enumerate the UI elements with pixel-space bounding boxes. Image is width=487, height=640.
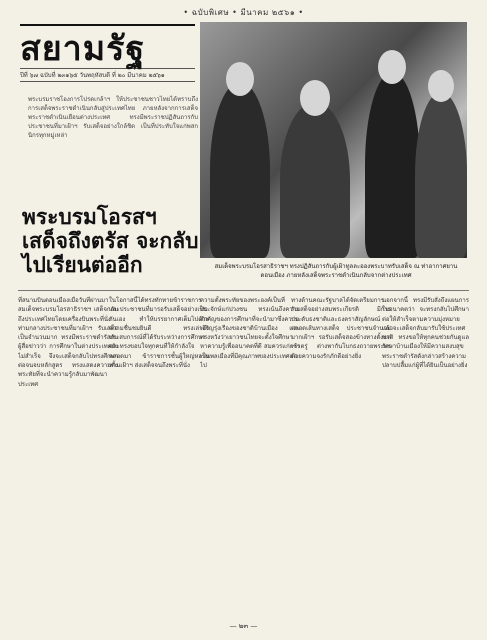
issue-header: • ฉบับพิเศษ • มีนาคม ๒๕๖๑ • — [183, 8, 304, 17]
photo-face — [300, 80, 330, 116]
photo-figure — [365, 72, 420, 258]
article-column-1: ที่สนามบินดอนเมืองเมื่อวันที่ผ่านมา สมเด็จพระบรมโอรสาธิราชฯ เสด็จกลับถึงประเทศไทยโดยเครื่องบินพระที่นั่ง ท่ามกลางประชาชนที่มาเฝ้าฯ รับเสด็จเป็นจำนวนมาก ทรงมีพระราชดำรัสกับผู้สื่อข่าวว่า การศึกษาในต่างประเทศยังไม่สำเร็จ จึงจะเสด็จกลับไปทรงศึกษาต่อจนจบหลักสูตร ทรงแสดงความตั้งพระทัยที่จะนำความรู้กลับมาพัฒนาประเทศ — [18, 297, 118, 388]
photo-figure — [280, 102, 350, 258]
masthead-subline: ปีที่ ๖๗ ฉบับที่ ๒๓๑๖๕ วันพฤหัสบดี ที่ ๒๐ มีนาคม ๒๕๖๑ — [20, 68, 195, 82]
photo-face — [226, 62, 254, 96]
lead-paragraph: พระบรมราชโองการโปรดเกล้าฯ ให้ประชาชนชาวไทยได้ทราบถึงการเสด็จพระราชดำเนินกลับสู่ประเทศไทย ภายหลังจากการเสด็จพระราชดำเนินเยือนต่างประเทศ ทรงมีพระราชปฏิสันถารกับประชาชนที่มาเฝ้าฯ รับเสด็จอย่างใกล้ชิด เป็นที่ประทับใจแก่พสกนิกรทุกหมู่เหล่า — [28, 96, 198, 139]
article-column-5: นอกจากนี้ ทรงมีรับสั่งถึงแผนการในอนาคตว่า จะทรงกลับไปศึกษาต่อให้สำเร็จตามความมุ่งหมาย แล้วจะเสด็จกลับมารับใช้ประเทศชาติ ทรงขอให้ทุกคนช่วยกันดูแลรักษาบ้านเมืองให้มีความสงบสุข พระราชดำรัสดังกล่าวสร้างความปลาบปลื้มแก่ผู้ที่ได้ยินเป็นอย่างยิ่ง — [382, 297, 469, 370]
photo-figure — [415, 92, 467, 258]
main-headline: พระบรมโอรสฯ เสด็จถึงตรัส จะกลับไปเรียนต่ออีก — [22, 205, 199, 277]
newspaper-title: สยามรัฐ — [20, 29, 146, 69]
section-divider — [18, 290, 469, 291]
page-number: — ๒๓ — — [229, 622, 258, 630]
article-column-2: ในโอกาสนี้ได้ทรงทักทายข้าราชการและประชาชนที่มารอรับเสด็จอย่างเป็นกันเอง ทำให้บรรยากาศเต็มไปด้วยความชื่นชมยินดี ทรงเล่าถึงประสบการณ์ที่ได้รับระหว่างการศึกษา และทรงขอบใจทุกคนที่ให้กำลังใจตลอดมา ข้าราชการชั้นผู้ใหญ่หลายท่านเฝ้าฯ ส่งเสด็จจนถึงพระที่นั่ง — [109, 297, 209, 370]
news-photo — [200, 22, 467, 258]
article-column-4: ทางด้านคณะรัฐบาลได้จัดเตรียมการรับเสด็จอย่างสมพระเกียรติ มีการประดับธงชาติและธงตราสัญลักษณ์ตลอดเส้นทางเสด็จ ประชาชนจำนวนมากเฝ้าฯ รอรับเสด็จสองข้างทางตั้งแต่เช้าตรู่ ต่างพากันโบกธงถวายพระพรด้วยความจงรักภักดีอย่างยิ่ง — [291, 297, 391, 360]
article-column-3: ความตั้งพระทัยของพระองค์เป็นที่ประจักษ์แก่ปวงชน ทรงเน้นถึงความสำคัญของการศึกษาที่จะนำมาซึ่งความเจริญรุ่งเรืองของชาติบ้านเมือง และทรงหวังว่าเยาวชนไทยจะตั้งใจศึกษาหาความรู้เพื่ออนาคตที่ดี สมควรแก่การเป็นพลเมืองที่มีคุณภาพของประเทศต่อไป — [200, 297, 300, 370]
photo-face — [378, 50, 406, 84]
photo-caption: สมเด็จพระบรมโอรสาธิราชฯ ทรงปฏิสันถารกับผู้เฝ้าทูลละอองพระบาทรับเสด็จ ณ ท่าอากาศยานดอนเมือง ภายหลังเสด็จพระราชดำเนินกลับจากต่างประเทศ — [214, 263, 458, 279]
masthead — [20, 24, 195, 94]
photo-figure — [210, 82, 270, 258]
photo-face — [428, 70, 454, 102]
